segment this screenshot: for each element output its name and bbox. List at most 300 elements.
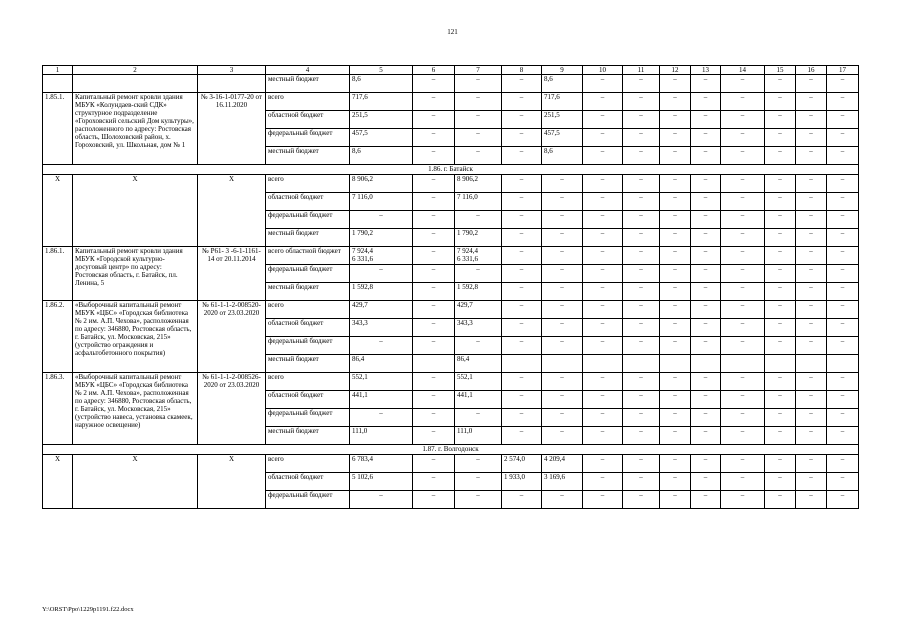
value-cell: – [583, 455, 623, 473]
table-body [43, 66, 859, 509]
value-cell: – [827, 193, 859, 211]
value-cell: – [413, 319, 455, 337]
section-title: 1.86. г. Батайск [43, 165, 859, 175]
value-cell: 552,1 [455, 373, 502, 391]
value-cell: – [502, 283, 542, 301]
value-cell: – [827, 247, 859, 265]
value-cell: – [542, 229, 583, 247]
table-row [43, 75, 859, 93]
column-header: 2 [73, 66, 198, 75]
value-cell: 441,1 [455, 391, 502, 409]
value-cell: – [691, 409, 721, 427]
value-cell: – [721, 319, 765, 337]
value-cell: – [502, 427, 542, 445]
value-cell: – [691, 193, 721, 211]
value-cell: – [623, 283, 660, 301]
value-cell: – [455, 111, 502, 129]
value-cell: – [765, 147, 796, 165]
value-cell: – [691, 75, 721, 93]
value-cell: 1 933,0 [502, 473, 542, 491]
page-number: 121 [447, 28, 458, 36]
value-cell: – [413, 175, 455, 193]
budget-type: областной бюджет [266, 111, 350, 129]
value-cell: – [623, 337, 660, 355]
column-header: 1 [43, 66, 73, 75]
value-cell: 717,6 [542, 93, 583, 111]
budget-type: областной бюджет [266, 391, 350, 409]
value-cell: – [623, 147, 660, 165]
value-cell: 3 169,6 [542, 473, 583, 491]
value-cell: – [796, 283, 827, 301]
value-cell: – [542, 427, 583, 445]
value-cell: – [691, 247, 721, 265]
value-cell: – [623, 175, 660, 193]
value-cell: – [583, 391, 623, 409]
value-cell: – [413, 229, 455, 247]
value-cell: 429,7 [455, 301, 502, 319]
value-cell: 7 924,4 6 331,6 [455, 247, 502, 265]
object-name: Капитальный ремонт кровли здания МБУК «Городской культурно-досуговый центр» по адресу: Ростовская область, г. Батайск, пл. Ленина, 5 [73, 247, 198, 301]
value-cell: – [660, 391, 691, 409]
value-cell: 8 906,2 [455, 175, 502, 193]
value-cell: – [721, 455, 765, 473]
value-cell: – [502, 147, 542, 165]
column-header: 4 [266, 66, 350, 75]
section-title: 1.87. г. Волгодонск [43, 445, 859, 455]
value-cell: – [413, 427, 455, 445]
value-cell: – [721, 283, 765, 301]
value-cell: – [721, 473, 765, 491]
value-cell: – [455, 75, 502, 93]
budget-type: местный бюджет [266, 283, 350, 301]
value-cell: – [502, 129, 542, 147]
value-cell: – [660, 373, 691, 391]
value-cell: 8,6 [350, 75, 413, 93]
value-cell: – [455, 491, 502, 509]
value-cell: – [721, 265, 765, 283]
value-cell: – [796, 409, 827, 427]
document-ref: № Р61- 3 -6-1-1161-14 от 20.11.2014 [198, 247, 266, 301]
value-cell: – [827, 373, 859, 391]
column-header: 15 [765, 66, 796, 75]
value-cell: – [721, 427, 765, 445]
value-cell: – [691, 211, 721, 229]
value-cell: – [660, 491, 691, 509]
value-cell [796, 355, 827, 373]
value-cell: – [583, 193, 623, 211]
budget-type: областной бюджет [266, 193, 350, 211]
value-cell: – [796, 473, 827, 491]
value-cell: – [623, 301, 660, 319]
value-cell: – [623, 229, 660, 247]
value-cell: – [623, 391, 660, 409]
value-cell: – [765, 391, 796, 409]
value-cell: – [502, 319, 542, 337]
budget-type: областной бюджет [266, 473, 350, 491]
value-cell: – [827, 337, 859, 355]
value-cell: – [796, 211, 827, 229]
value-cell: – [583, 93, 623, 111]
value-cell: – [623, 193, 660, 211]
row-number: Х [43, 455, 73, 509]
value-cell: 86,4 [350, 355, 413, 373]
value-cell: – [455, 337, 502, 355]
row-number: 1.86.2. [43, 301, 73, 373]
value-cell: – [502, 409, 542, 427]
value-cell: – [413, 265, 455, 283]
budget-type: всего [266, 301, 350, 319]
value-cell: – [623, 491, 660, 509]
value-cell: – [623, 75, 660, 93]
value-cell: 343,3 [350, 319, 413, 337]
value-cell: – [413, 93, 455, 111]
value-cell: – [350, 211, 413, 229]
object-name: «Выборочный капитальный ремонт МБУК «ЦБС» «Городская библиотека № 2 им. А.П. Чехова», расположенная по адресу: 346880, Ростовская область, г. Батайск, ул. Московская, 215» (устройство навеса, установка скамеек, наружное освещение) [73, 373, 198, 445]
column-header: 5 [350, 66, 413, 75]
value-cell: – [796, 491, 827, 509]
value-cell: 8 906,2 [350, 175, 413, 193]
cell-c1 [43, 75, 73, 93]
value-cell: – [765, 473, 796, 491]
row-number: 1.85.1. [43, 93, 73, 165]
value-cell: – [413, 455, 455, 473]
value-cell: – [502, 373, 542, 391]
value-cell: – [542, 211, 583, 229]
value-cell: – [583, 75, 623, 93]
column-header: 17 [827, 66, 859, 75]
value-cell: – [691, 175, 721, 193]
value-cell: – [765, 337, 796, 355]
value-cell: – [660, 193, 691, 211]
value-cell: 717,6 [350, 93, 413, 111]
value-cell: – [765, 175, 796, 193]
value-cell: – [502, 229, 542, 247]
value-cell: – [827, 211, 859, 229]
value-cell: – [660, 283, 691, 301]
value-cell [623, 355, 660, 373]
value-cell: – [796, 111, 827, 129]
value-cell: – [827, 455, 859, 473]
value-cell: – [721, 129, 765, 147]
value-cell: – [542, 193, 583, 211]
value-cell: 251,5 [350, 111, 413, 129]
value-cell: – [721, 373, 765, 391]
value-cell: – [827, 147, 859, 165]
value-cell: – [350, 409, 413, 427]
value-cell: – [583, 491, 623, 509]
value-cell: – [721, 409, 765, 427]
value-cell: – [502, 301, 542, 319]
value-cell: 1 790,2 [455, 229, 502, 247]
value-cell: – [827, 93, 859, 111]
value-cell: – [660, 427, 691, 445]
value-cell: – [721, 75, 765, 93]
value-cell: – [583, 409, 623, 427]
value-cell: – [765, 265, 796, 283]
budget-type: всего [266, 175, 350, 193]
document-ref: Х [198, 175, 266, 247]
value-cell [827, 355, 859, 373]
value-cell: – [796, 319, 827, 337]
value-cell: – [827, 427, 859, 445]
value-cell: – [691, 265, 721, 283]
object-name: «Выборочный капитальный ремонт МБУК «ЦБС» «Городская библиотека № 2 им. А.П. Чехова», расположенная по адресу: 346880, Ростовская область, г. Батайск, ул. Московская, 215» (устройство ограждения и асфальтобетонного покрытия) [73, 301, 198, 373]
value-cell: – [765, 247, 796, 265]
table-row [43, 93, 859, 111]
value-cell: – [583, 229, 623, 247]
value-cell [721, 355, 765, 373]
value-cell: – [660, 319, 691, 337]
document-ref: № 3-16-1-0177-20 от 16.11.2020 [198, 93, 266, 165]
value-cell: – [413, 337, 455, 355]
value-cell: – [765, 75, 796, 93]
column-header: 9 [542, 66, 583, 75]
value-cell: – [455, 473, 502, 491]
value-cell: – [455, 211, 502, 229]
value-cell: 8,6 [350, 147, 413, 165]
value-cell: – [542, 283, 583, 301]
value-cell [691, 355, 721, 373]
column-header: 10 [583, 66, 623, 75]
column-header: 11 [623, 66, 660, 75]
value-cell: – [502, 391, 542, 409]
value-cell: – [796, 147, 827, 165]
value-cell: – [413, 409, 455, 427]
value-cell: – [583, 473, 623, 491]
value-cell: – [827, 319, 859, 337]
value-cell: – [623, 111, 660, 129]
budget-type: местный бюджет [266, 147, 350, 165]
value-cell: – [502, 491, 542, 509]
budget-type: местный бюджет [266, 75, 350, 93]
value-cell: – [413, 75, 455, 93]
value-cell: – [827, 491, 859, 509]
value-cell [660, 355, 691, 373]
value-cell: – [827, 229, 859, 247]
value-cell: – [623, 93, 660, 111]
value-cell: – [827, 409, 859, 427]
column-header: 8 [502, 66, 542, 75]
value-cell: – [765, 301, 796, 319]
value-cell: – [542, 301, 583, 319]
value-cell: 7 924,4 6 331,6 [350, 247, 413, 265]
value-cell: – [827, 175, 859, 193]
object-name: Х [73, 455, 198, 509]
document-ref: Х [198, 455, 266, 509]
value-cell: – [623, 129, 660, 147]
object-name: Х [73, 175, 198, 247]
column-header: 7 [455, 66, 502, 75]
column-header: 13 [691, 66, 721, 75]
value-cell: – [583, 111, 623, 129]
value-cell: – [623, 409, 660, 427]
value-cell: – [691, 391, 721, 409]
value-cell: – [765, 129, 796, 147]
row-number: Х [43, 175, 73, 247]
value-cell: – [542, 175, 583, 193]
value-cell: – [660, 409, 691, 427]
value-cell: – [796, 93, 827, 111]
value-cell: – [691, 455, 721, 473]
value-cell: – [796, 391, 827, 409]
table-row [43, 301, 859, 319]
value-cell: 1 592,8 [455, 283, 502, 301]
value-cell: – [502, 247, 542, 265]
value-cell: – [413, 211, 455, 229]
value-cell: – [721, 491, 765, 509]
value-cell: – [796, 193, 827, 211]
value-cell: – [502, 75, 542, 93]
value-cell: – [691, 93, 721, 111]
value-cell: – [542, 337, 583, 355]
value-cell: – [413, 491, 455, 509]
value-cell: – [796, 175, 827, 193]
value-cell: – [350, 491, 413, 509]
value-cell: – [583, 301, 623, 319]
value-cell: – [413, 129, 455, 147]
value-cell: 441,1 [350, 391, 413, 409]
value-cell: – [502, 193, 542, 211]
value-cell: 552,1 [350, 373, 413, 391]
value-cell: – [660, 337, 691, 355]
value-cell: – [691, 373, 721, 391]
value-cell: – [660, 175, 691, 193]
value-cell: – [502, 211, 542, 229]
value-cell: – [350, 265, 413, 283]
value-cell: – [691, 111, 721, 129]
value-cell: 343,3 [455, 319, 502, 337]
value-cell: – [413, 247, 455, 265]
value-cell: – [413, 301, 455, 319]
value-cell: 111,0 [350, 427, 413, 445]
column-header: 6 [413, 66, 455, 75]
value-cell: – [765, 229, 796, 247]
budget-type: федеральный бюджет [266, 129, 350, 147]
value-cell: – [796, 373, 827, 391]
value-cell: – [413, 473, 455, 491]
value-cell: – [796, 337, 827, 355]
value-cell: – [583, 247, 623, 265]
table-row [43, 175, 859, 193]
value-cell: – [623, 427, 660, 445]
column-header: 3 [198, 66, 266, 75]
value-cell: – [721, 175, 765, 193]
value-cell: – [542, 391, 583, 409]
value-cell: – [765, 491, 796, 509]
value-cell: – [796, 129, 827, 147]
budget-type: федеральный бюджет [266, 409, 350, 427]
budget-type: местный бюджет [266, 355, 350, 373]
value-cell: – [660, 111, 691, 129]
value-cell: – [796, 229, 827, 247]
value-cell: – [583, 147, 623, 165]
value-cell: – [796, 427, 827, 445]
cell-c2 [73, 75, 198, 93]
value-cell: – [691, 473, 721, 491]
budget-table [42, 65, 859, 509]
value-cell: – [765, 373, 796, 391]
value-cell: – [623, 247, 660, 265]
value-cell: – [583, 319, 623, 337]
value-cell: – [413, 147, 455, 165]
value-cell: – [721, 247, 765, 265]
value-cell: – [765, 211, 796, 229]
value-cell: – [502, 265, 542, 283]
value-cell: – [502, 337, 542, 355]
row-number: 1.86.3. [43, 373, 73, 445]
budget-type: федеральный бюджет [266, 211, 350, 229]
column-header: 14 [721, 66, 765, 75]
table-row [43, 247, 859, 265]
table-row [43, 455, 859, 473]
value-cell: – [765, 193, 796, 211]
section-row [43, 165, 859, 175]
value-cell: – [721, 211, 765, 229]
value-cell: – [542, 319, 583, 337]
cell-c3 [198, 75, 266, 93]
value-cell: – [827, 301, 859, 319]
value-cell: – [583, 427, 623, 445]
value-cell [765, 355, 796, 373]
value-cell: – [413, 111, 455, 129]
footer-path: Y:\ORST\Ppo\1229p1191.f22.docx [42, 606, 134, 613]
value-cell: – [691, 229, 721, 247]
value-cell: – [660, 265, 691, 283]
value-cell: – [583, 373, 623, 391]
section-row [43, 445, 859, 455]
value-cell: – [660, 229, 691, 247]
value-cell: – [660, 247, 691, 265]
document-ref: № 61-1-1-2-008526-2020 от 23.03.2020 [198, 373, 266, 445]
value-cell: – [721, 391, 765, 409]
value-cell: – [691, 129, 721, 147]
value-cell: – [721, 111, 765, 129]
value-cell: – [542, 409, 583, 427]
value-cell: 7 116,0 [455, 193, 502, 211]
value-cell [583, 355, 623, 373]
value-cell: – [660, 301, 691, 319]
value-cell: – [765, 319, 796, 337]
value-cell: – [413, 193, 455, 211]
value-cell: – [583, 283, 623, 301]
value-cell: 1 790,2 [350, 229, 413, 247]
value-cell: – [542, 491, 583, 509]
value-cell: – [765, 427, 796, 445]
value-cell: – [583, 129, 623, 147]
value-cell: – [502, 175, 542, 193]
value-cell: 4 209,4 [542, 455, 583, 473]
value-cell: 5 102,6 [350, 473, 413, 491]
value-cell: – [827, 129, 859, 147]
value-cell [502, 355, 542, 373]
value-cell: – [583, 337, 623, 355]
value-cell: – [583, 265, 623, 283]
value-cell: – [691, 319, 721, 337]
value-cell: – [413, 283, 455, 301]
value-cell: – [623, 473, 660, 491]
value-cell: – [721, 229, 765, 247]
value-cell: – [455, 147, 502, 165]
value-cell: – [583, 175, 623, 193]
budget-type: федеральный бюджет [266, 491, 350, 509]
value-cell: – [765, 455, 796, 473]
budget-type: местный бюджет [266, 229, 350, 247]
value-cell: – [455, 265, 502, 283]
value-cell: – [721, 93, 765, 111]
value-cell: – [691, 337, 721, 355]
value-cell: 86,4 [455, 355, 502, 373]
value-cell: – [691, 301, 721, 319]
